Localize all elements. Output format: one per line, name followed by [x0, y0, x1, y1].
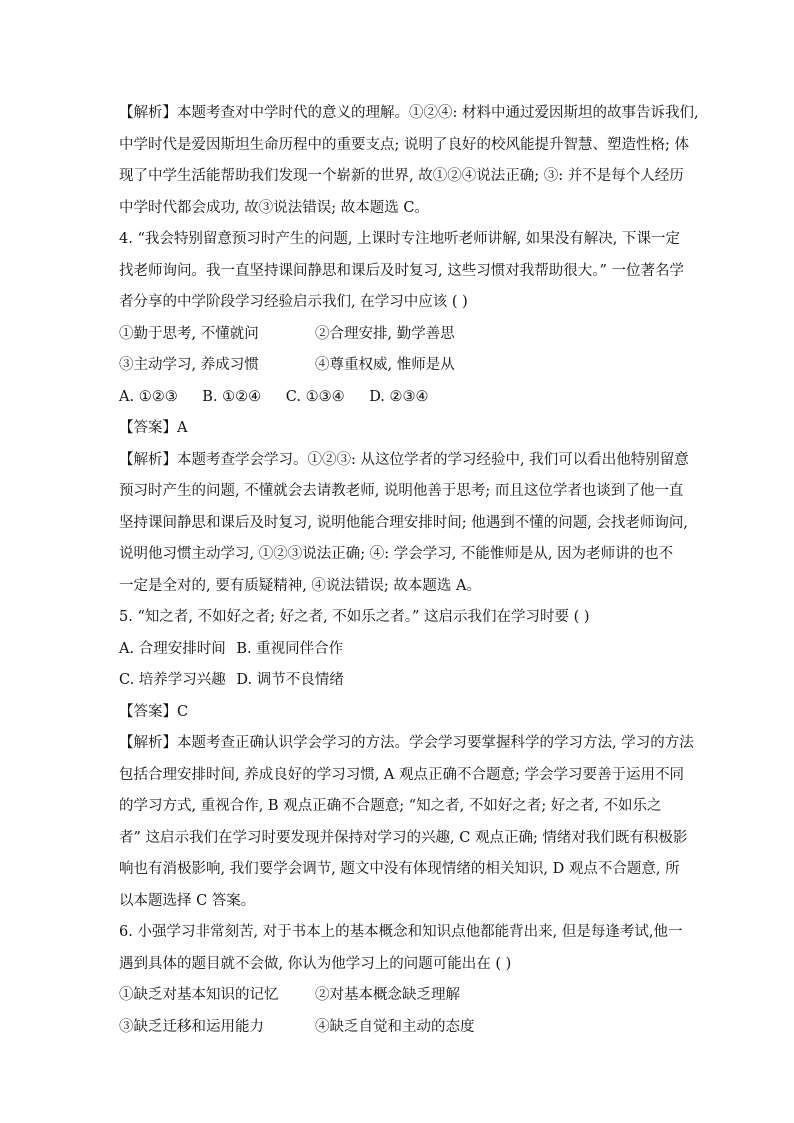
analysis-line: 中学时代是爱因斯坦生命历程中的重要支点; 说明了良好的校风能提升智慧、塑造性格; 体: [119, 136, 689, 153]
question-6: [119, 917, 683, 1043]
question-stem: 遇到具体的题目就不会做, 你认为他学习上的问题可能出在 ( ): [119, 955, 512, 972]
statement-item: ③主动学习, 养成习惯: [119, 357, 259, 373]
statement-item: ④缺乏自觉和主动的态度: [315, 1018, 475, 1035]
statement-item: ②对基本概念缺乏理解: [315, 987, 460, 1003]
statement-row: [119, 1012, 679, 1044]
choice-b: B. ①②④: [202, 388, 262, 405]
choice-d: D. ②③④: [369, 388, 429, 405]
question-stem: 找老师询问。我一直坚持课间静思和课后及时复习, 这些习惯对我帮助很大。” 一位著名学: [119, 262, 684, 279]
choice-b: B. 重视同伴合作: [236, 640, 344, 657]
statement-row: [119, 980, 679, 1012]
question-stem: 6. 小强学习非常刻苦, 对于书本上的基本概念和知识点他都能背出来, 但是每逢考试,他一: [119, 924, 683, 940]
analysis-line: 坚持课间静思和课后及时复习, 说明他能合理安排时间; 他遇到不懂的问题, 会找老师询问,: [119, 514, 689, 531]
analysis-line: 一定是全对的, 要有质疑精神, ④说法错误; 故本题选 A。: [119, 577, 482, 594]
choice-row: [119, 665, 679, 697]
choice-c: C. ①③④: [285, 388, 345, 405]
analysis-line: 中学时代都会成功, 故③说法错误; 故本题选 C。: [119, 199, 429, 216]
answer-label: 【答案】A: [119, 420, 188, 436]
statement-item: ①勤于思考, 不懂就问: [119, 325, 259, 342]
analysis-line: 【解析】本题考查学会学习。①②③: 从这位学者的学习经验中, 我们可以看出他特别留意: [119, 451, 689, 468]
choice-c: C. 培养学习兴趣: [119, 672, 226, 688]
statement-row: [119, 319, 679, 351]
analysis-line: 【解析】本题考查对中学时代的意义的理解。①②④: 材料中通过爱因斯坦的故事告诉我们,: [119, 105, 699, 121]
analysis-line: 预习时产生的问题, 不懂就会去请教老师, 说明他善于思考; 而且这位学者也谈到了他一直: [119, 483, 684, 499]
statement-row: [119, 350, 679, 382]
question-5: [119, 602, 694, 917]
analysis-line: 的学习方式, 重视合作, B 观点正确不合题意; “知之者, 不如好之者; 好之者, 不如乐之: [119, 798, 662, 814]
choice-a: A. 合理安排时间: [119, 640, 226, 657]
choice-row: [119, 382, 679, 414]
statement-item: ③缺乏迁移和运用能力: [119, 1018, 264, 1035]
document-page: [119, 98, 699, 1043]
question-stem: 5. “知之者, 不如好之者; 好之者, 不如乐之者。” 这启示我们在学习时要 ( ): [119, 609, 590, 625]
question-stem: 4. “我会特别留意预习时产生的问题, 上课时专注地听老师讲解, 如果没有解决, 下课一定: [119, 231, 681, 247]
analysis-line: 现了中学生活能帮助我们发现一个崭新的世界, 故①②④说法正确; ③: 并不是每个人经历: [119, 168, 684, 184]
choice-a: A. ①②③: [119, 388, 178, 405]
q3-analysis: [119, 98, 699, 224]
question-stem: 者分享的中学阶段学习经验启示我们, 在学习中应该 ( ): [119, 294, 468, 310]
analysis-line: 包括合理安排时间, 养成良好的学习习惯, A 观点正确不合题意; 学会学习要善于运用不同: [119, 766, 685, 783]
choice-d: D. 调节不良情绪: [236, 672, 344, 688]
analysis-line: 说明他习惯主动学习, ①②③说法正确; ④: 学会学习, 不能惟师是从, 因为老师讲的也不: [119, 546, 674, 562]
choice-row: [119, 634, 679, 666]
analysis-line: 以本题选择 C 答案。: [119, 892, 256, 909]
statement-item: ①缺乏对基本知识的记忆: [119, 987, 279, 1003]
statement-item: ②合理安排, 勤学善思: [315, 325, 455, 342]
analysis-line: 【解析】本题考查正确认识学会学习的方法。学会学习要掌握科学的学习方法, 学习的方法: [119, 735, 694, 751]
statement-item: ④尊重权威, 惟师是从: [315, 357, 455, 373]
analysis-line: 响也有消极影响, 我们要学会调节, 题文中没有体现情绪的相关知识, D 观点不合题意, 所: [119, 861, 680, 877]
answer-label: 【答案】C: [119, 703, 189, 720]
analysis-line: 者” 这启示我们在学习时要发现并保持对学习的兴趣, C 观点正确; 情绪对我们既有积极影: [119, 829, 688, 846]
question-4: [119, 224, 689, 602]
